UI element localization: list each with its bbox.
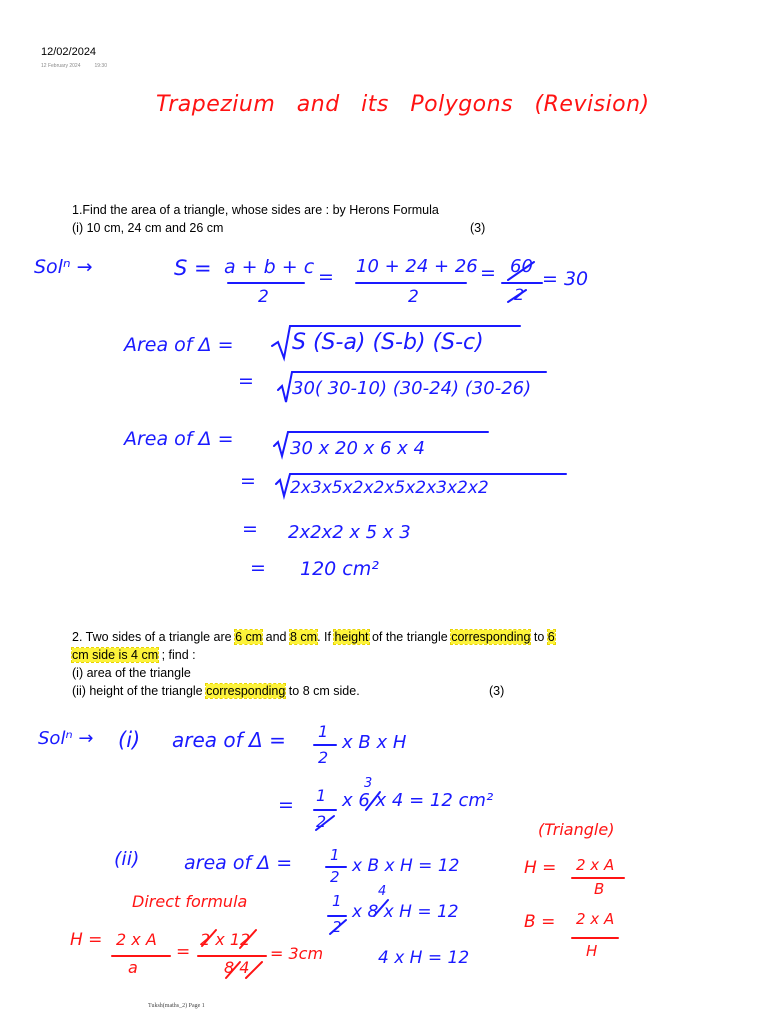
sol2-dh-lhs: H = <box>70 930 103 950</box>
sol2-step2-num: 1 <box>332 892 342 910</box>
q2-text-8: to 8 cm side. <box>285 684 360 698</box>
page-date: 12/02/2024 <box>41 46 97 58</box>
sol1-area-label: Area of Δ = <box>124 334 234 356</box>
sol2-dh-den: a <box>128 958 138 977</box>
sol1-simplified: 2x2x2 x 5 x 3 <box>288 522 411 543</box>
sol1-final: 120 cm² <box>300 558 379 580</box>
sol2-step1-num: 1 <box>316 786 327 805</box>
q2-highlight-6: 6 <box>547 630 555 644</box>
page-footer: Tuksh(maths_2) Page 1 <box>148 1003 205 1009</box>
sol2-half2-num: 1 <box>330 846 340 864</box>
radical-sign <box>274 432 488 456</box>
sol1-two: 2 <box>514 285 525 304</box>
sol2-dh-num2: 2 x 12 <box>200 930 251 949</box>
strike-mark <box>316 816 334 830</box>
sol2-step2-four: 4 <box>378 884 387 899</box>
q1-line1: 1.Find the area of a triangle, whose sides are : by Herons Formula <box>72 203 439 217</box>
strike-mark <box>202 930 216 946</box>
q2-text-2: and <box>262 630 290 644</box>
sol2-label: Solⁿ → <box>38 728 94 749</box>
q1-marks: (3) <box>470 221 486 235</box>
q2-highlight-corresponding: corresponding <box>451 630 531 644</box>
sol1-s-num: a + b + c <box>224 256 315 278</box>
sol2-step1-rest: x 6 x 4 = 12 cm² <box>342 790 494 811</box>
time: 19:30 <box>94 63 107 69</box>
sol1-area-label2: Area of Δ = <box>124 428 234 450</box>
sol1-factorized: 2x3x5x2x2x5x2x3x2x2 <box>290 478 489 498</box>
q2-highlight-8cm: 8 cm <box>289 630 318 644</box>
strike-mark <box>240 930 256 948</box>
sol2-b-num: 2 x A <box>576 910 615 928</box>
sol2-dh-result: = 3cm <box>270 944 324 963</box>
sol2-dh-num: 2 x A <box>116 930 157 949</box>
q2-line3: (i) area of the triangle <box>72 666 191 680</box>
sol2-h-num: 2 x A <box>576 856 615 874</box>
sol1-s-den: 2 <box>258 287 269 307</box>
sol2-step3: 4 x H = 12 <box>378 948 470 968</box>
sol2-step1-three: 3 <box>364 776 373 791</box>
sol2-triangle-note: (Triangle) <box>538 820 615 839</box>
sol2-half-num: 1 <box>318 722 329 741</box>
sol1-sixty: 60 <box>510 256 533 277</box>
q2-highlight-corresponding2: corresponding <box>206 684 286 698</box>
sol2-step1-den: 2 <box>316 812 327 831</box>
strike-mark <box>508 262 534 280</box>
sol2-direct-formula: Direct formula <box>132 892 248 911</box>
q2-text-1: 2. Two sides of a triangle are <box>72 630 236 644</box>
q2-highlight-height: height <box>334 630 369 644</box>
radical-sign <box>278 372 546 402</box>
sol1-product: 30 x 20 x 6 x 4 <box>290 438 425 459</box>
sol2-b-lhs: B = <box>524 912 556 932</box>
q2-text-5: to <box>530 630 548 644</box>
sol2-step2-rest: x 8 x H = 12 <box>352 902 459 922</box>
strike-mark <box>366 792 380 810</box>
sol1-eq: = <box>318 266 334 288</box>
radical-sign <box>272 326 520 358</box>
strike-mark <box>226 962 240 978</box>
page-title: Trapezium and its Polygons (Revision) <box>156 92 650 117</box>
radical-sign <box>276 474 566 496</box>
strike-mark <box>508 290 526 302</box>
sol2-dh-eq: = <box>176 942 191 962</box>
sol2-h-lhs: H = <box>524 858 557 878</box>
sol2-part-i: (i) <box>118 728 141 752</box>
sol1-heron: S (S-a) (S-b) (S-c) <box>292 330 484 355</box>
sol2-dh-den2: 8 4 <box>224 958 250 977</box>
sol2-part-ii: (ii) <box>114 848 140 870</box>
strike-mark <box>246 962 262 978</box>
sol2-step2-den: 2 <box>332 918 342 936</box>
sol1-s-lhs: S = <box>174 256 212 280</box>
q2-marks: (3) <box>489 684 505 698</box>
sol2-h-den: B <box>594 880 605 898</box>
q2-highlight-6cm: 6 cm <box>235 630 263 644</box>
sol2-bxh2: x B x H = 12 <box>352 856 460 876</box>
sol1-eq3: = <box>240 470 256 492</box>
strike-mark <box>374 900 388 916</box>
q2-highlight-cm-side: cm side is 4 cm <box>72 648 159 662</box>
sol1-label: Solⁿ → <box>34 256 93 278</box>
q2-text-3: . If <box>317 630 335 644</box>
sol1-eq5: = <box>250 557 266 579</box>
strike-mark <box>330 920 346 934</box>
sol2-area-of: area of Δ = <box>172 728 286 752</box>
date-long: 12 February 2024 <box>41 63 81 69</box>
sol2-half2-den: 2 <box>330 868 340 886</box>
sol1-eq-line: = <box>238 370 254 392</box>
sol1-vals-den: 2 <box>408 287 419 307</box>
sol1-substitution: 30( 30-10) (30-24) (30-26) <box>292 378 532 399</box>
q1-line2: (i) 10 cm, 24 cm and 26 cm <box>72 221 224 235</box>
q2-text-4: of the triangle <box>368 630 452 644</box>
q2-text-7: (ii) height of the triangle <box>72 684 207 698</box>
sol2-b-den: H <box>586 942 598 960</box>
sol2-half-den: 2 <box>318 748 329 767</box>
sol2-bxh: x B x H <box>342 732 407 753</box>
sol2-eq1: = <box>278 794 294 816</box>
sol1-eq4: = <box>242 518 258 540</box>
sol1-result: = 30 <box>542 268 589 290</box>
sol1-eq2: = <box>480 262 496 284</box>
sol1-vals-num: 10 + 24 + 26 <box>356 256 478 277</box>
sol2-area-of2: area of Δ = <box>184 852 293 874</box>
q2-text-6: ; find : <box>158 648 196 662</box>
